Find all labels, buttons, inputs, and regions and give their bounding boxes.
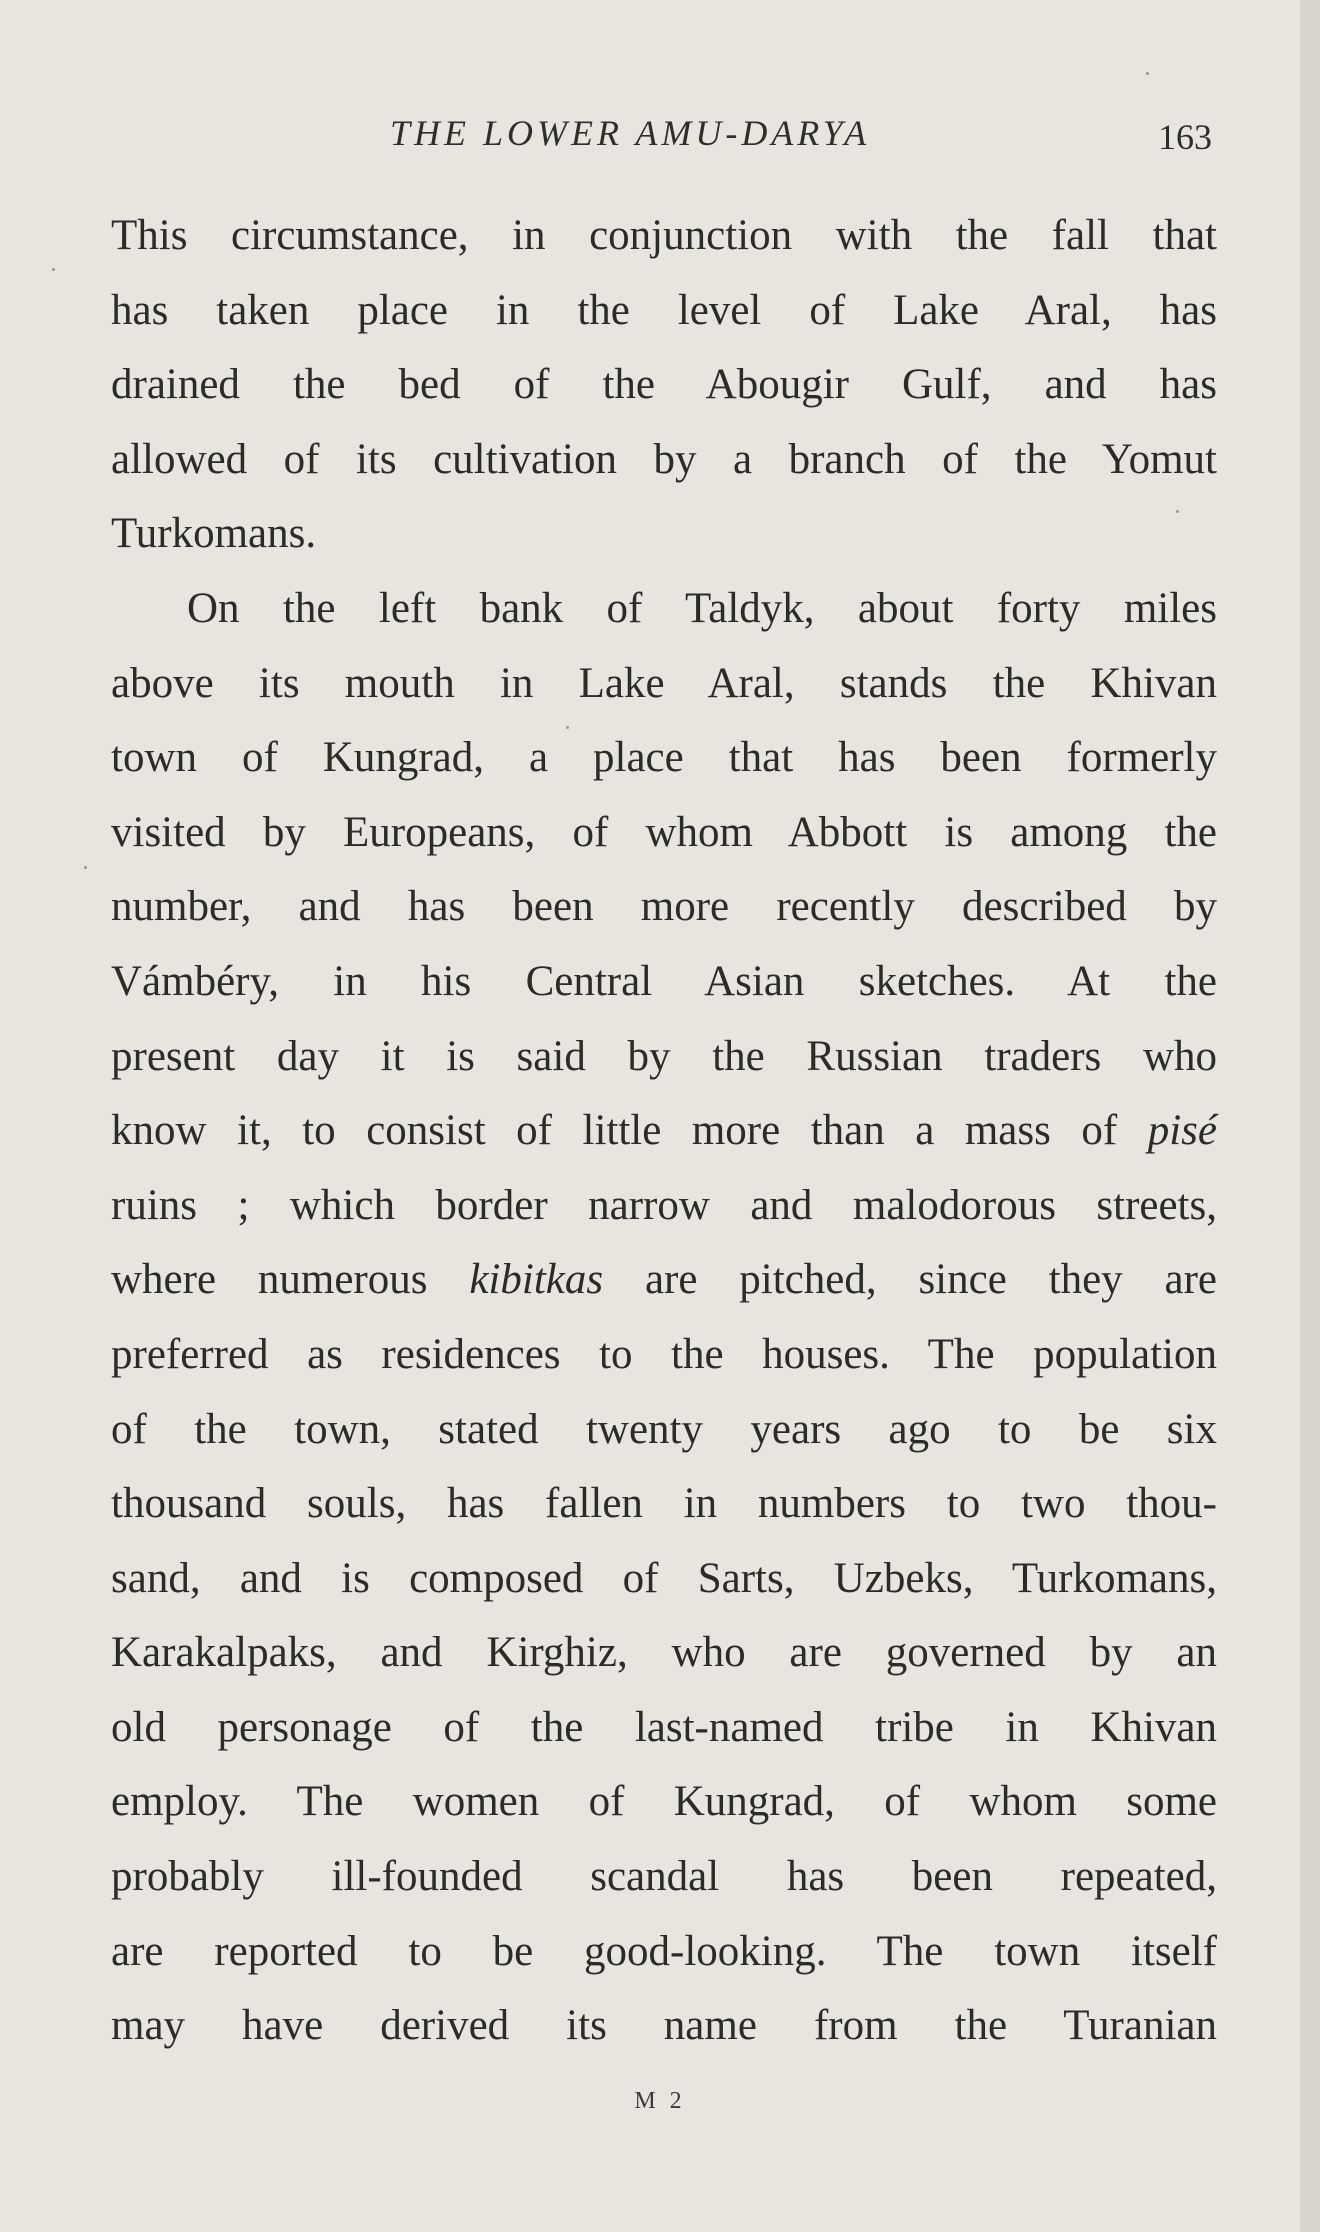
text-line: are reported to be good-looking. The town itself [111,1927,1217,1975]
paper-speck [1176,510,1179,513]
text-line: number, and has been more recently described by [111,883,1217,931]
paper-speck [84,866,87,869]
text-line: Karakalpaks, and Kirghiz, who are governed by an [111,1629,1217,1677]
italic-word-kibitkas: kibitkas [469,1256,604,1304]
text-line: may have derived its name from the Turanian [111,2002,1217,2050]
running-head [0,108,1320,158]
text-line: drained the bed of the Abougir Gulf, and has [111,361,1217,409]
text-line: has taken place in the level of Lake Aral, has [111,286,1217,334]
signature-mark: M 2 [634,2088,686,2114]
text-line: sand, and is composed of Sarts, Uzbeks, Turkomans, [111,1554,1217,1602]
text-line: town of Kungrad, a place that has been formerly [111,734,1217,782]
text-line: probably ill-founded scandal has been repeated, [111,1853,1217,1901]
text-line: old personage of the last-named tribe in Khivan [111,1703,1217,1751]
text-line: present day it is said by the Russian traders who [111,1032,1217,1080]
page-edge-shadow [1300,0,1320,2232]
text-line-with-italic [111,1254,1217,1329]
text-segment: where numerous [111,1256,428,1304]
text-line: Vámbéry, in his Central Asian sketches. At the [111,957,1217,1005]
italic-word-pise: pisé [1147,1107,1218,1155]
paper-speck [566,726,569,729]
text-line: allowed of its cultivation by a branch of the Yomut [111,435,1217,483]
text-line: Turkomans. [111,510,317,558]
text-segment: are pitched, since they are [644,1256,1218,1304]
text-line: employ. The women of Kungrad, of whom some [111,1778,1217,1826]
text-line: of the town, stated twenty years ago to be six [111,1405,1217,1453]
running-title: THE LOWER AMU-DARYA [390,113,871,153]
text-line: thousand souls, has fallen in numbers to two thou- [111,1480,1217,1528]
text-segment: know it, to consist of little more than a mass of [111,1107,1118,1155]
page-number: 163 [1158,117,1212,157]
paper-speck [1146,72,1149,75]
body-text [111,210,1217,2075]
text-line-with-italic [111,1105,1217,1180]
paper-speck [52,268,55,271]
text-line: This circumstance, in conjunction with the fall that [111,212,1217,259]
text-line: On the left bank of Taldyk, about forty miles [187,584,1217,632]
text-line: ruins ; which border narrow and malodorous streets, [111,1181,1217,1229]
text-line: preferred as residences to the houses. The population [111,1330,1217,1378]
text-line: visited by Europeans, of whom Abbott is among the [111,808,1217,856]
text-line: above its mouth in Lake Aral, stands the Khivan [111,659,1217,707]
